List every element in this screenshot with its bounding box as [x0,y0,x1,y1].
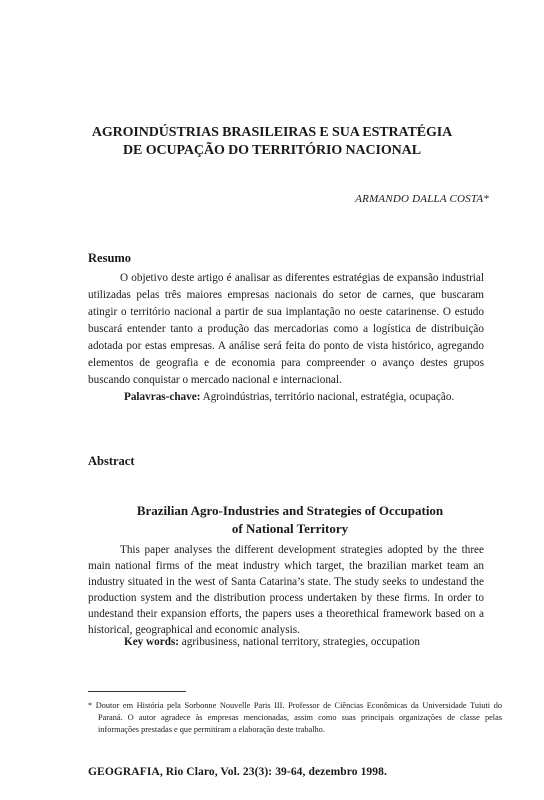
english-title-line-1: Brazilian Agro-Industries and Strategies of Occupation [136,503,444,518]
journal-citation: GEOGRAFIA, Rio Claro, Vol. 23(3): 39-64, dezembro 1998. [88,766,387,778]
abstract-paragraph: This paper analyses the different development strategies adopted by the three main national firms of the meat industry which target, the brazilian market team an industry situated in the west of Santa Catarina’s state. The study seeks to undestand the production system and the distribution process undertaken by these firms. In order to undestand their expansion efforts, the papers uses a theorethical framework based on a historical, geographical and economic analysis. [88,544,484,636]
author-name: ARMANDO DALLA COSTA* [355,193,489,205]
article-title-line-2: DE OCUPAÇÃO DO TERRITÓRIO NACIONAL [123,143,421,158]
resumo-keywords-list: Agroindústrias, território nacional, estratégia, ocupação. [200,391,455,403]
article-title-line-1: AGROINDÚSTRIAS BRASILEIRAS E SUA ESTRATÉGIA [91,125,453,140]
abstract-heading: Abstract [88,454,135,468]
abstract-keywords-label: Key words: [124,636,179,648]
abstract-keywords [124,634,420,651]
footnote: * Doutor em História pela Sorbonne Nouvelle Paris III. Professor de Ciências Econômicas da Universidade Tuiuti do Paraná. O autor agradece às empresas mencionadas, assim como suas principais organizações de classe pelas informações prestadas e que permitiram a elaboração deste trabalho. [88,701,502,734]
english-title-line-2: of National Territory [231,521,349,536]
footnote-divider [88,691,186,692]
english-title [88,502,492,538]
resumo-keywords-label: Palavras-chave: [124,391,201,403]
resumo-heading: Resumo [88,251,132,265]
abstract-keywords-list: agribusiness, national territory, strategies, occupation [179,636,420,648]
article-title [60,124,484,160]
resumo-keywords [124,389,454,406]
resumo-paragraph: O objetivo deste artigo é analisar as diferentes estratégias de expansão industrial utilizadas pelas três maiores empresas nacionais do setor de carnes, que buscaram atingir o território nacional a partir de sua implantação no oeste catarinense. O estudo buscará entender tanto a produção das mercadorias como a logística de distribuição adotada por estas empresas. A análise será feita do ponto de vista histórico, agregando elementos de geografia e de economia para compreender o avanço destes grupos buscando conquistar o mercado nacional e internacional. [88,272,484,386]
